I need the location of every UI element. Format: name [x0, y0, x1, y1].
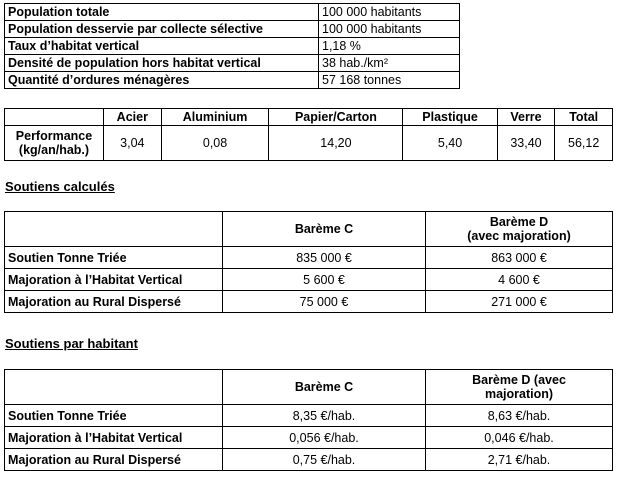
table-row [5, 449, 613, 471]
cell-bareme-d: 2,71 €/hab. [426, 449, 613, 471]
table-header-row [5, 109, 613, 126]
value-plastique: 5,40 [403, 126, 497, 161]
row-label: Majoration à l’Habitat Vertical [5, 427, 223, 449]
header-verre: Verre [497, 109, 555, 126]
cell-bareme-d: 863 000 € [426, 247, 613, 269]
table-row [5, 55, 460, 72]
info-value: 57 168 tonnes [319, 72, 460, 89]
empty-header-cell [5, 212, 223, 247]
section-title-soutiens-calcules: Soutiens calculés [5, 179, 115, 194]
header-total: Total [555, 109, 613, 126]
empty-header-cell [5, 370, 223, 405]
cell-bareme-d: 271 000 € [426, 291, 613, 313]
performance-label-line1: Performance [15, 129, 93, 143]
table-header-row [5, 370, 613, 405]
soutiens-habitant-table [4, 369, 613, 471]
row-label: Soutien Tonne Triée [5, 247, 223, 269]
row-label: Majoration à l’Habitat Vertical [5, 269, 223, 291]
table-row [5, 247, 613, 269]
info-value: 100 000 habitants [319, 4, 460, 21]
cell-bareme-c: 75 000 € [223, 291, 426, 313]
cell-bareme-d: 4 600 € [426, 269, 613, 291]
row-label: Majoration au Rural Dispersé [5, 449, 223, 471]
cell-bareme-d: 8,63 €/hab. [426, 405, 613, 427]
header-papier-carton: Papier/Carton [269, 109, 403, 126]
info-label: Population totale [5, 4, 319, 21]
header-bareme-d-line2: (avec majoration) [467, 229, 571, 243]
value-verre: 33,40 [497, 126, 555, 161]
info-value: 1,18 % [319, 38, 460, 55]
value-acier: 3,04 [104, 126, 162, 161]
info-label: Densité de population hors habitat vertical [5, 55, 319, 72]
table-row [5, 427, 613, 449]
value-total: 56,12 [555, 126, 613, 161]
performance-row-label [5, 126, 104, 161]
empty-header-cell [5, 109, 104, 126]
cell-bareme-c: 0,056 €/hab. [223, 427, 426, 449]
header-bareme-c: Barème C [223, 212, 426, 247]
info-label: Taux d’habitat vertical [5, 38, 319, 55]
header-bareme-d [426, 370, 613, 405]
header-bareme-d [426, 212, 613, 247]
info-label: Population desservie par collecte sélective [5, 21, 319, 38]
cell-bareme-c: 8,35 €/hab. [223, 405, 426, 427]
table-row [5, 269, 613, 291]
table-row [5, 38, 460, 55]
table-header-row [5, 212, 613, 247]
value-aluminium: 0,08 [161, 126, 269, 161]
table-row [5, 291, 613, 313]
header-plastique: Plastique [403, 109, 497, 126]
header-bareme-d-line2: majoration) [484, 387, 554, 401]
row-label: Majoration au Rural Dispersé [5, 291, 223, 313]
info-table [4, 3, 460, 89]
info-label: Quantité d’ordures ménagères [5, 72, 319, 89]
table-row [5, 72, 460, 89]
table-row [5, 405, 613, 427]
row-label: Soutien Tonne Triée [5, 405, 223, 427]
header-bareme-c: Barème C [223, 370, 426, 405]
info-value: 38 hab./km² [319, 55, 460, 72]
info-value: 100 000 habitants [319, 21, 460, 38]
table-row [5, 21, 460, 38]
header-acier: Acier [104, 109, 162, 126]
performance-label-line2: (kg/an/hab.) [18, 143, 90, 157]
table-row [5, 4, 460, 21]
performance-table [4, 108, 613, 161]
cell-bareme-d: 0,046 €/hab. [426, 427, 613, 449]
value-papier-carton: 14,20 [269, 126, 403, 161]
cell-bareme-c: 835 000 € [223, 247, 426, 269]
header-aluminium: Aluminium [161, 109, 269, 126]
section-title-soutiens-habitant: Soutiens par habitant [5, 336, 138, 351]
soutiens-calcules-table [4, 211, 613, 313]
header-bareme-d-line1: Barème D [489, 215, 549, 229]
cell-bareme-c: 0,75 €/hab. [223, 449, 426, 471]
cell-bareme-c: 5 600 € [223, 269, 426, 291]
header-bareme-d-line1: Barème D (avec [472, 373, 566, 387]
table-row [5, 126, 613, 161]
